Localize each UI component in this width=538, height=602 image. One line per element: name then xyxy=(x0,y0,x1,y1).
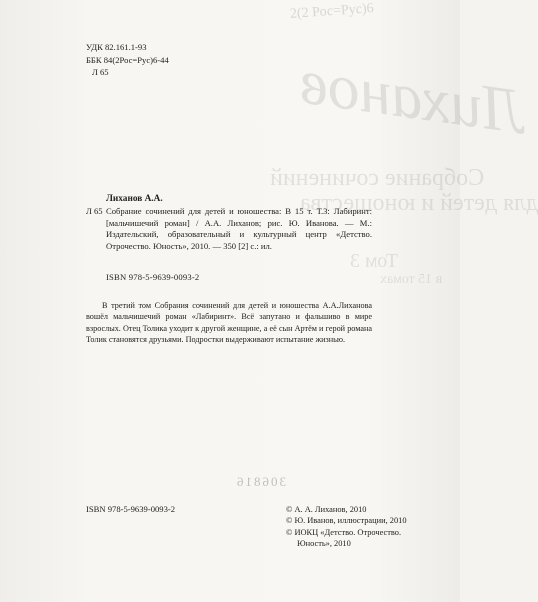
isbn-footer: ISBN 978-5-9639-0093-2 xyxy=(86,504,176,514)
copyright-line: © А. А. Лиханов, 2010 xyxy=(286,505,367,514)
bleed-through-text: для детей и юношества xyxy=(300,190,538,216)
bleed-through-title: Лиханов xyxy=(296,45,531,148)
bbk-code: ББК 84(2Рос=Рус)6-44 xyxy=(86,55,169,65)
annotation-paragraph: В третий том Собрания сочинений для детей и юношества А.А.Лиханова вошёл мальчишечий роман «Лабиринт». Всё запутано и фальшиво в мире взрослых. Отец Толика уходит к другой женщине, а её сын Артём и герой романа Толик становятся друзьями. Подростки выдерживают испытание жизнью. xyxy=(86,301,372,345)
entry-author-mark: Л 65 xyxy=(86,206,103,216)
bleed-through-text: Том 3 xyxy=(350,250,398,272)
library-stamp-number: 306816 xyxy=(235,474,286,489)
udk-code: УДК 82.161.1-93 xyxy=(86,42,147,52)
bleed-through-text: Собрание сочинений xyxy=(270,165,485,191)
bleed-through-text: в 15 томах xyxy=(380,272,443,287)
handwritten-note: 2(2 Рос=Рус)6 xyxy=(289,1,375,22)
copyright-line: Юность», 2010 xyxy=(297,539,351,549)
copyright-block xyxy=(286,504,407,550)
bibliographic-description: Собрание сочинений для детей и юношества: В 15 т. Т.3: Лабиринт: [мальчишечий роман] / А.А. Лиханов; рис. Ю. Иванова. — М.: Издательский, образовательный и культурный центр «Детство. Отрочество. Юность», 2010. — 350 [2] с.: ил. xyxy=(106,206,372,251)
author-mark: Л 65 xyxy=(92,67,109,77)
isbn-entry: ISBN 978-5-9639-0093-2 xyxy=(106,272,200,282)
copyright-line: © Ю. Иванов, иллюстрации, 2010 xyxy=(286,516,407,526)
copyright-line: © ИОКЦ «Детство. Отрочество. xyxy=(286,527,402,537)
author-heading: Лиханов А.А. xyxy=(106,194,163,204)
